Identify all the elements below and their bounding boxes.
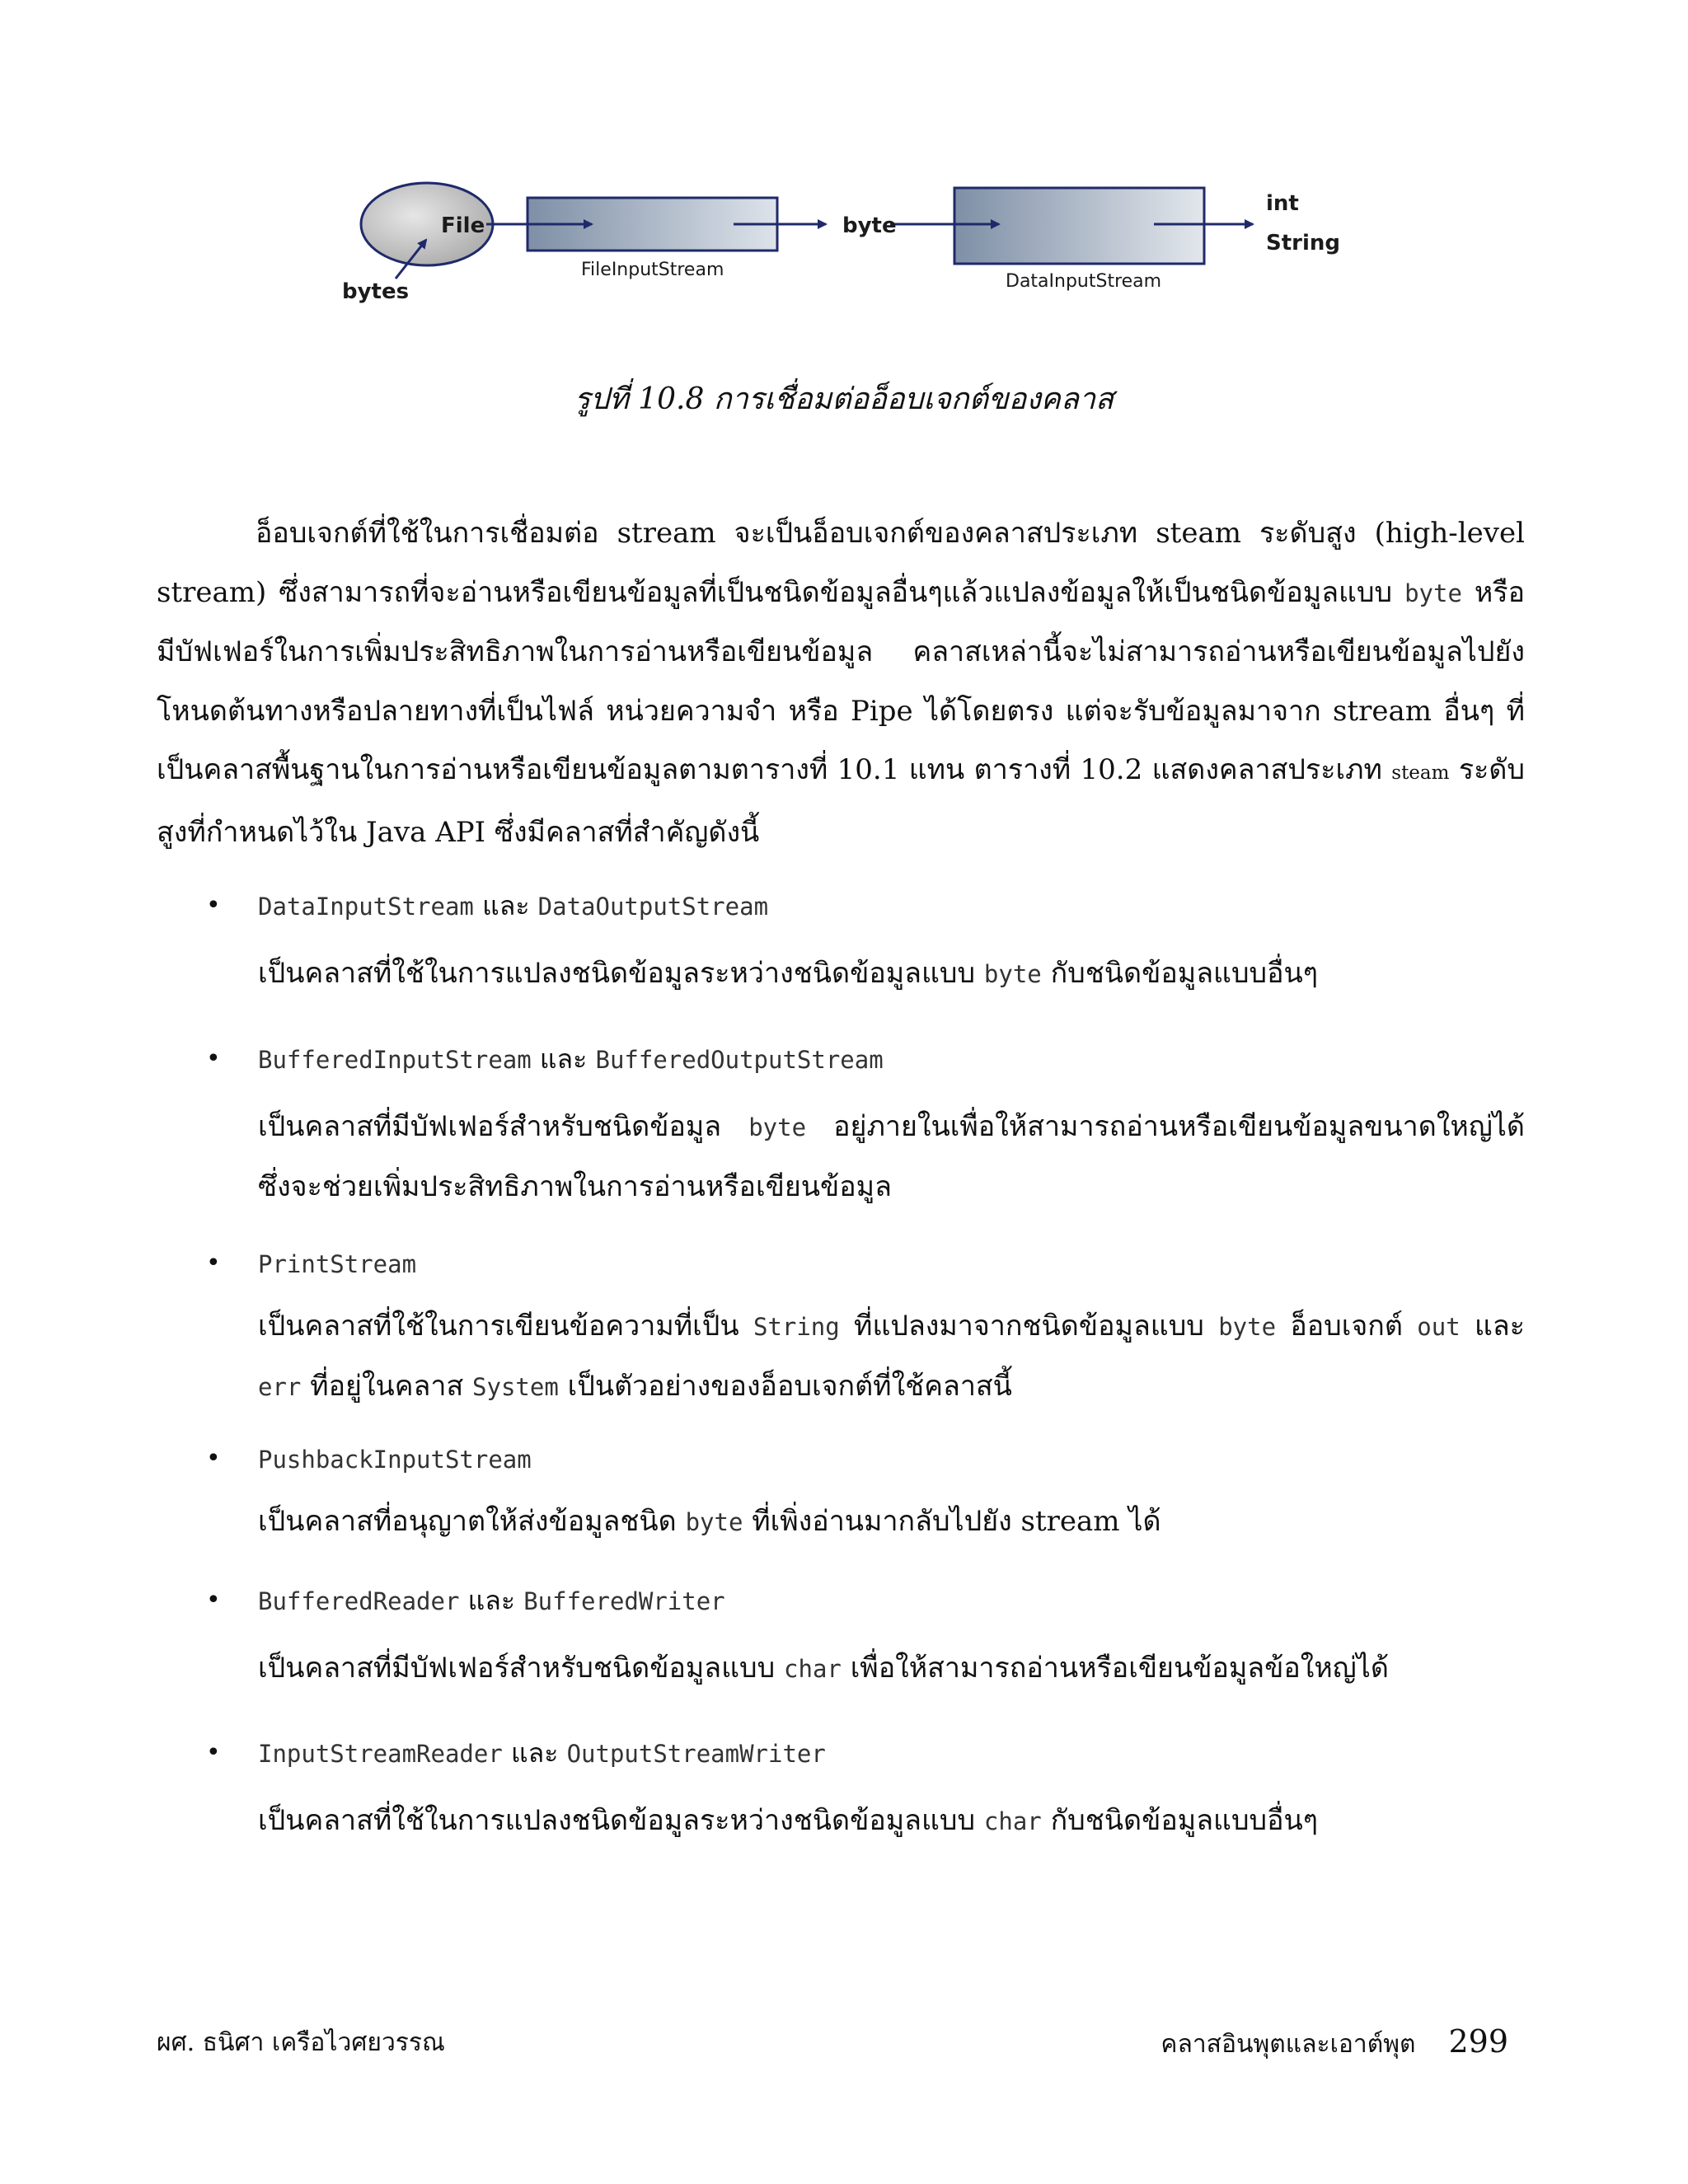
inline-code: System bbox=[472, 1373, 559, 1401]
page-number: 299 bbox=[1448, 2023, 1508, 2060]
class-description bbox=[258, 1638, 1525, 1699]
conjunction: และ bbox=[467, 1585, 516, 1616]
class-name: BufferedReader bbox=[258, 1587, 460, 1615]
class-name: InputStreamReader bbox=[258, 1740, 503, 1768]
class-name: OutputStreamWriter bbox=[566, 1740, 826, 1768]
conjunction: และ bbox=[539, 1043, 588, 1075]
data-input-stream-label: DataInputStream bbox=[1006, 271, 1162, 292]
file-label: File bbox=[441, 213, 485, 238]
description-text: เพื่อให้สามารถอ่านหรือเขียนข้อมูลข้อใหญ่ได้ bbox=[850, 1652, 1389, 1685]
int-label: int bbox=[1266, 191, 1299, 216]
description-text: เป็นคลาสที่ใช้ในการเขียนข้อความที่เป็น bbox=[258, 1310, 739, 1343]
description-text: เป็นคลาสที่อนุญาตให้ส่งข้อมูลชนิด bbox=[258, 1505, 677, 1538]
class-list-item bbox=[206, 1034, 1525, 1216]
bullet-icon: • bbox=[206, 1738, 221, 1767]
string-label: String bbox=[1266, 231, 1341, 255]
inline-code: char bbox=[784, 1655, 842, 1683]
description-text: เป็นคลาสที่ใช้ในการแปลงชนิดข้อมูลระหว่างชนิดข้อมูลแบบ bbox=[258, 1804, 976, 1837]
paragraph-code-byte: byte bbox=[1404, 579, 1462, 607]
class-name: PrintStream bbox=[258, 1250, 417, 1278]
class-list-item bbox=[206, 1239, 1525, 1417]
bullet-icon: • bbox=[206, 1249, 221, 1277]
inline-code: String bbox=[753, 1313, 840, 1341]
class-list-item bbox=[206, 881, 1525, 1004]
description-text: ที่อยู่ในคลาส bbox=[310, 1370, 464, 1403]
inline-code: err bbox=[258, 1373, 302, 1401]
class-name: DataOutputStream bbox=[537, 893, 769, 921]
conjunction: และ bbox=[510, 1737, 559, 1769]
file-input-stream-label: FileInputStream bbox=[581, 260, 724, 280]
bullet-icon: • bbox=[206, 1444, 221, 1473]
description-text: ที่แปลงมาจากชนิดข้อมูลแบบ bbox=[854, 1310, 1204, 1343]
stream-diagram bbox=[330, 173, 1368, 330]
class-name: BufferedInputStream bbox=[258, 1046, 532, 1074]
inline-code: char bbox=[983, 1807, 1042, 1835]
footer-author: ผศ. ธนิศา เครือไวศยวรรณ bbox=[157, 2028, 445, 2057]
class-description bbox=[258, 1492, 1525, 1552]
inline-code: out bbox=[1417, 1313, 1461, 1341]
inline-code: byte bbox=[983, 960, 1042, 988]
paragraph-small-steam: steam bbox=[1391, 762, 1450, 784]
class-name: BufferedWriter bbox=[523, 1587, 725, 1615]
class-description bbox=[258, 1791, 1525, 1851]
class-list-item bbox=[206, 1434, 1525, 1552]
inline-code: byte bbox=[1218, 1313, 1277, 1341]
class-description bbox=[258, 1296, 1525, 1417]
class-list-item bbox=[206, 1728, 1525, 1851]
description-text: กับชนิดข้อมูลแบบอื่นๆ bbox=[1050, 1804, 1319, 1837]
class-name: PushbackInputStream bbox=[258, 1446, 532, 1474]
body-paragraph bbox=[157, 504, 1525, 862]
description-text: ที่เพิ่งอ่านมากลับไปยัง stream ได้ bbox=[752, 1505, 1161, 1538]
description-text: และ bbox=[1475, 1310, 1526, 1343]
inline-code: byte bbox=[685, 1508, 743, 1536]
description-text: อยู่ภายในเพื่อให้สามารถอ่านหรือเขียนข้อมูลขนาดใหญ่ได้ ซึ่งจะช่วยเพิ่มประสิทธิภาพในการอ่านหรือเขียนข้อมูล bbox=[258, 1110, 1525, 1203]
footer-chapter: คลาสอินพุตและเอาต์พุต bbox=[1160, 2030, 1416, 2059]
bullet-icon: • bbox=[206, 1044, 221, 1073]
bytes-label: bytes bbox=[342, 279, 410, 304]
data-input-stream-box bbox=[954, 188, 1204, 264]
description-text: กับชนิดข้อมูลแบบอื่นๆ bbox=[1050, 957, 1319, 990]
stream-connection-figure bbox=[330, 173, 1368, 330]
figure-caption: รูปที่ 10.8 การเชื่อมต่ออ็อบเจกต์ของคลาส bbox=[574, 382, 1114, 416]
inline-code: byte bbox=[748, 1113, 807, 1141]
description-text: เป็นตัวอย่างของอ็อบเจกต์ที่ใช้คลาสนี้ bbox=[567, 1370, 1012, 1403]
description-text: อ็อบเจกต์ bbox=[1290, 1310, 1403, 1343]
paragraph-text-1: อ็อบเจกต์ที่ใช้ในการเชื่อมต่อ stream จะเป็นอ็อบเจกต์ของคลาสประเภท steam ระดับสูง (high-level stream) ซึ่งสามารถที่จะอ่านหรือเขียนข้อมูลที่เป็นชนิดข้อมูลอื่นๆแล้วแปลงข้อมูลให้เป็นชนิดข้อมูลแบบ bbox=[157, 517, 1525, 609]
description-text: เป็นคลาสที่มีบัฟเฟอร์สำหรับชนิดข้อมูลแบบ bbox=[258, 1652, 776, 1685]
bullet-icon: • bbox=[206, 1586, 221, 1615]
class-description bbox=[258, 944, 1525, 1004]
class-name: DataInputStream bbox=[258, 893, 474, 921]
conjunction: และ bbox=[482, 890, 530, 921]
bullet-icon: • bbox=[206, 891, 221, 920]
class-list-item bbox=[206, 1576, 1525, 1699]
byte-label: byte bbox=[842, 213, 897, 238]
paragraph-text-2: หรือมีบัฟเฟอร์ในการเพิ่มประสิทธิภาพในการอ่านหรือเขียนข้อมูล คลาสเหล่านี้จะไม่สามารถอ่านหรือเขียนข้อมูลไปยังโหนดต้นทางหรือปลายทางที่เป็นไฟล์ หน่วยความจำ หรือ Pipe ได้โดยตรง แต่จะรับข้อมูลมาจาก stream อื่นๆ ที่เป็นคลาสพื้นฐานในการอ่านหรือเขียนข้อมูลตามตารางที่ 10.1 แทน ตารางที่ 10.2 แสดงคลาสประเภท bbox=[157, 575, 1526, 786]
class-description bbox=[258, 1097, 1525, 1216]
description-text: เป็นคลาสที่มีบัฟเฟอร์สำหรับชนิดข้อมูล bbox=[258, 1110, 722, 1143]
paragraph-text-3: ระดับสูงที่กำหนดไว้ใน Java API ซึ่งมีคลาสที่สำคัญดังนี้ bbox=[157, 753, 1525, 849]
class-name: BufferedOutputStream bbox=[595, 1046, 884, 1074]
description-text: เป็นคลาสที่ใช้ในการแปลงชนิดข้อมูลระหว่างชนิดข้อมูลแบบ bbox=[258, 957, 976, 990]
footer-chapter-page bbox=[1160, 2023, 1508, 2064]
